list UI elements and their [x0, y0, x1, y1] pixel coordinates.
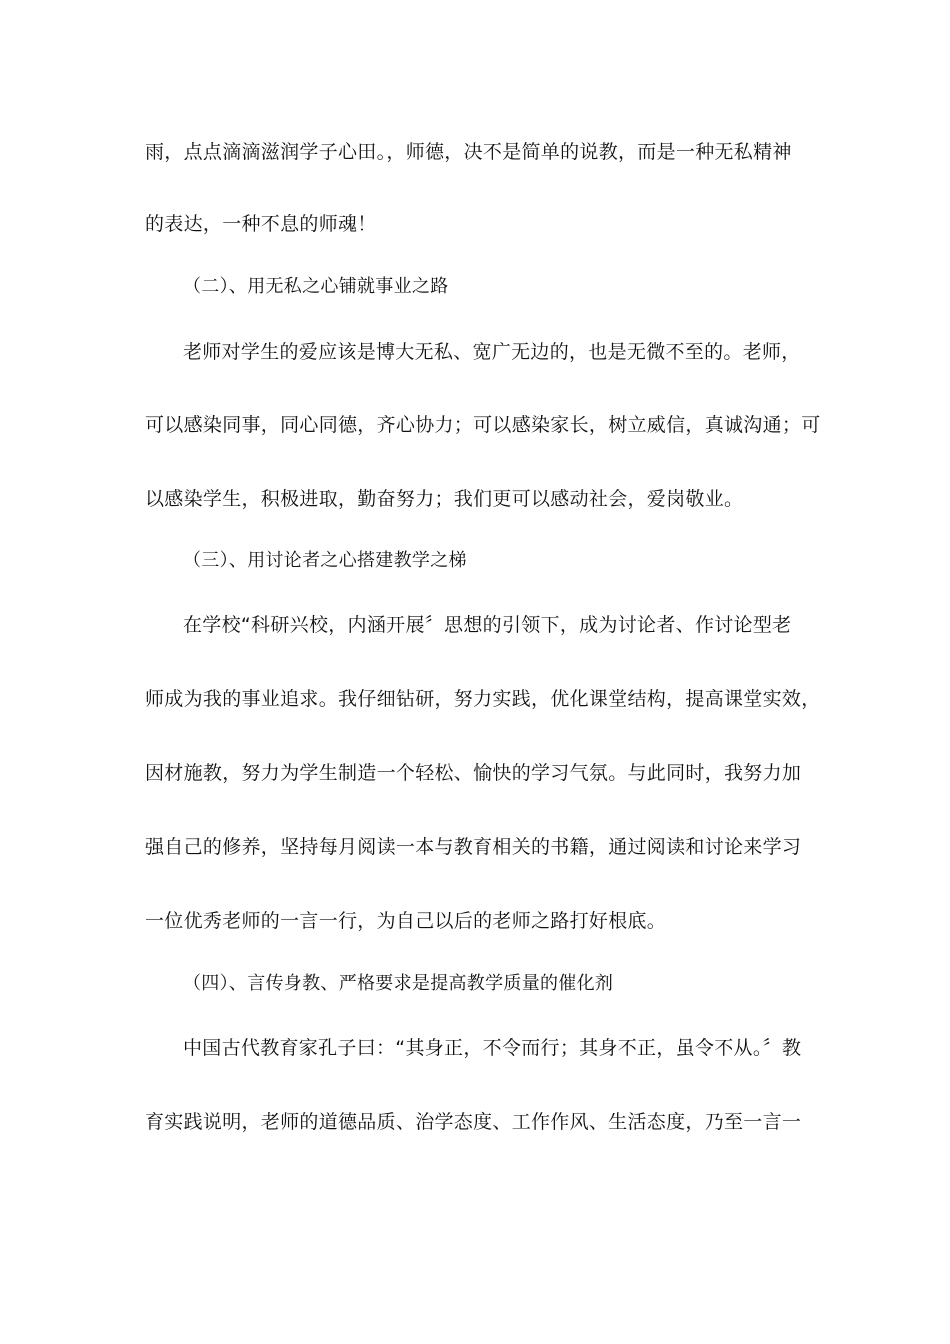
text-line: 师成为我的事业追求。我仔细钻研，努力实践，优化课堂结构，提高课堂实效，	[145, 688, 821, 710]
text-line: 因材施教，努力为学生制造一个轻松、愉快的学习气氛。与此同时，我努力加	[145, 762, 802, 784]
text-line: 育实践说明，老师的道德品质、治学态度、工作作风、生活态度，乃至一言一	[145, 1111, 802, 1133]
text-line: 一位优秀老师的一言一行，为自己以后的老师之路打好根底。	[145, 910, 667, 932]
text-line: 在学校“科研兴校，内涵开展〞思想的引领下，成为讨论者、作讨论型老	[183, 614, 792, 636]
text-line: 老师对学生的爱应该是博大无私、宽广无边的，也是无微不至的。老师，	[183, 341, 801, 363]
text-line: 中国古代教育家孔子曰：“其身正，不令而行；其身不正，虽令不从。〞教	[183, 1037, 802, 1059]
section-heading-2: （二）、用无私之心铺就事业之路	[183, 276, 449, 297]
text-line: 强自己的修养，坚持每月阅读一本与教育相关的书籍，通过阅读和讨论来学习	[145, 836, 802, 858]
text-line: 雨，点点滴滴滋润学子心田。，师德，决不是简单的说教，而是一种无私精神	[145, 141, 792, 163]
section-heading-3: （三）、用讨论者之心搭建教学之梯	[183, 550, 467, 571]
text-line: 的表达，一种不息的师魂！	[145, 213, 377, 235]
text-line: 可以感染同事，同心同德，齐心协力；可以感染家长，树立威信，真诚沟通；可	[145, 414, 821, 436]
section-heading-4: （四）、言传身教、严格要求是提高教学质量的催化剂	[183, 973, 614, 994]
text-line: 以感染学生，积极进取，勤奋努力；我们更可以感动社会，爱岗敬业。	[145, 488, 744, 510]
